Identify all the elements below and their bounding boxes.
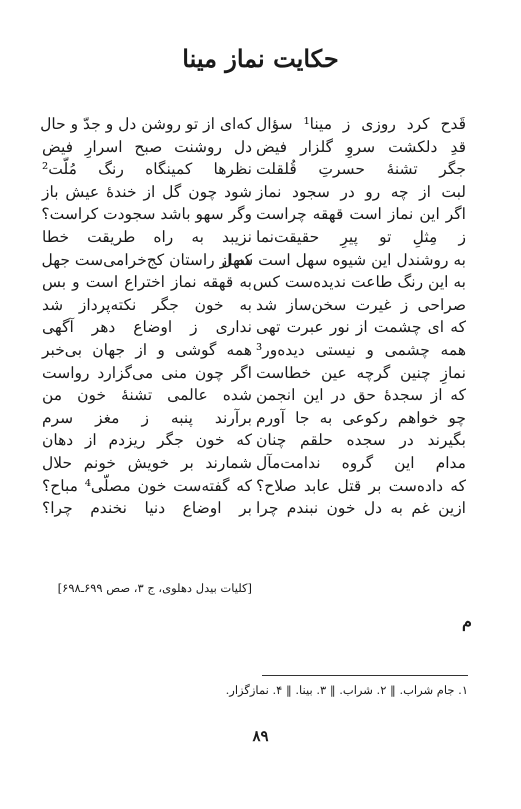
verse-line: به این رنگ طاعت ندیده‌ست کس — [252, 273, 466, 292]
verse-line: نداری ز اوضاع دهر آگهی — [42, 318, 252, 337]
verse-line: قدِ دلکشت سروِ گلزار فیض — [256, 137, 466, 156]
verse-line: به خون جگر نکته‌پرداز شد — [42, 295, 252, 314]
verse-line: ازین غم به دل خون نبندم چرا — [256, 499, 466, 518]
footnote: ۱. جام شراب. ‖ ۲. شراب. ‖ ۳. بینا. ‖ ۴. نمازگزار. — [225, 683, 468, 697]
verse-line: شود چون گل از خندهٔ عیش باز — [42, 182, 252, 201]
verse-line: به قهقه نماز اختراع است و بس — [42, 273, 252, 292]
verse-line: که از راستان کج‌خرامی‌ست جهل — [41, 250, 252, 269]
verse-line: که داده‌ست بر قتل عابد صلاح؟ — [256, 476, 466, 495]
verse-line: مدام این گروه ندامت‌مآل — [256, 453, 466, 472]
verse-line: که خون جگر ریزدم از دهان — [42, 431, 252, 450]
page-number: ۸۹ — [252, 727, 269, 745]
verse-line: برآرند پنبه ز مغز سرم — [42, 408, 252, 427]
footnote-divider — [262, 675, 468, 676]
verse-line: قَدح کرد روزی ز مینا¹ سؤال — [256, 115, 466, 133]
verse-line: همه چشمی و نیستی دیده‌ور³ — [256, 340, 466, 359]
verse-line: جگر تشنهٔ حسرتِ قُلقلت — [256, 160, 466, 179]
page-title: حکایت نماز مینا — [182, 44, 339, 73]
verse-line: وگر سهو باشد سجودت کراست؟ — [41, 205, 252, 224]
verse-line: که ای چشمت از نور عبرت تهی — [256, 318, 466, 337]
verse-line: شمارند بر خویش خونم حلال — [42, 453, 252, 472]
verse-line: شده عالمی تشنهٔ خون من — [42, 386, 252, 405]
verse-line: بگیرند در سجده حلقم چنان — [256, 431, 466, 450]
verse-line: که گفته‌ست خون مصلّی⁴ مباح؟ — [42, 476, 252, 495]
verse-line: ز مِثلِ تو پیرِ حقیقت‌نما — [256, 227, 466, 246]
verse-line: به روشندل این شیوه سهل است سهل — [221, 250, 466, 269]
verse-line: صراحی ز غیرت سخن‌ساز شد — [256, 295, 466, 314]
end-mark: م — [462, 612, 472, 631]
poem-right-column — [221, 113, 466, 520]
verse-line: چو خواهم رکوعی به جا آورم — [256, 408, 466, 427]
verse-line: لبت از چه رو در سجود نماز — [256, 182, 466, 201]
verse-line: نزیبد به راه طریقت خطا — [42, 227, 252, 246]
verse-line: دل روشنت صبح اسرارِ فیض — [42, 137, 252, 156]
verse-line: نمازِ چنین گرچه عین خطاست — [256, 363, 466, 382]
verse-line: همه گوشی و از جهان بی‌خبر — [42, 340, 252, 359]
verse-line: اگر چون منی می‌گزارد رواست — [42, 363, 252, 382]
source-citation: [کلیات بیدل دهلوی، ج ۳، صص ۶۹۹ـ۶۹۸] — [57, 581, 252, 595]
verse-line: اگر این نماز است قهقه چراست — [256, 205, 466, 224]
verse-line: نظرها کمینگاه رنگ مُلّت² — [42, 160, 252, 179]
verse-line: که‌ای از تو روشن دل و جدّ و حال — [40, 115, 252, 133]
poem-left-column — [42, 113, 252, 520]
verse-line: بر اوضاع دنیا نخندم چرا؟ — [42, 499, 252, 518]
verse-line: که از سجدهٔ حق در این انجمن — [256, 386, 466, 405]
